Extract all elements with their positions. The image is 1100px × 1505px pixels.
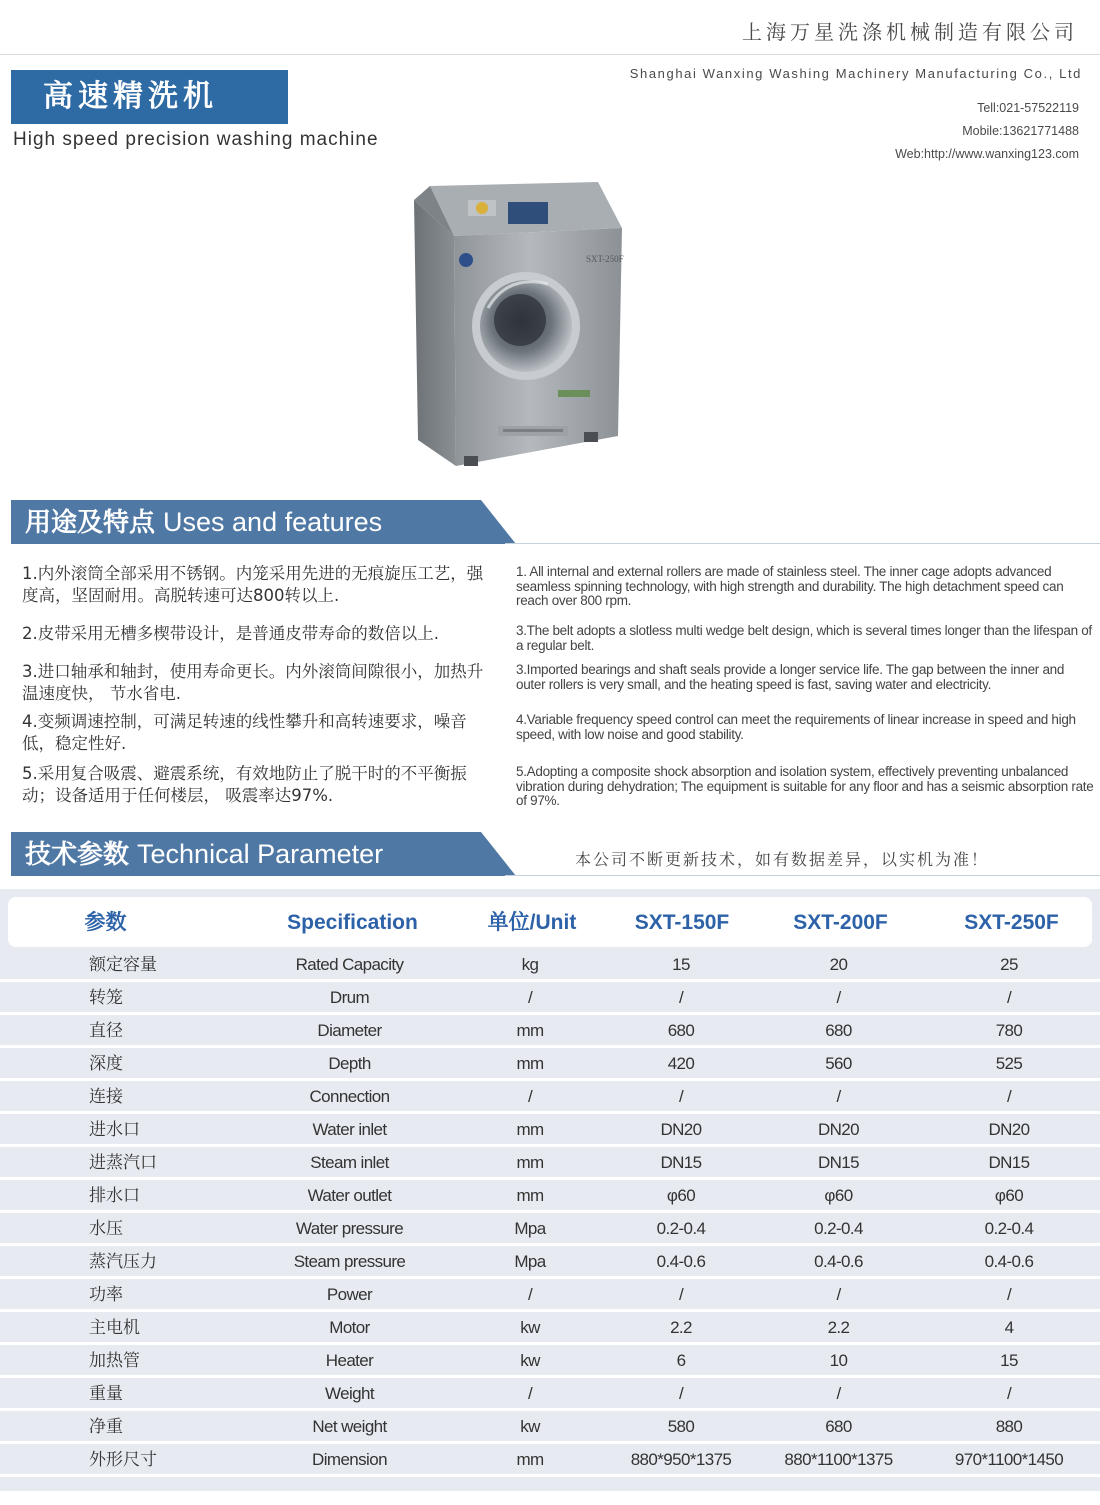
cell-sxt-150f: / (607, 1081, 755, 1111)
banner-title-cn: 技术参数 (25, 840, 130, 870)
cell-sxt-150f: 0.4-0.6 (607, 1246, 755, 1276)
cell-sxt-250f: / (922, 1378, 1096, 1408)
cell-specification: Motor (246, 1312, 453, 1342)
product-title-cn: 高速精洗机 (43, 79, 218, 114)
table-row (0, 1081, 1100, 1114)
cell-unit: / (457, 1279, 603, 1309)
table-row (0, 1147, 1100, 1180)
feature-4-cn: 4.变频调速控制，可满足转速的线性攀升和高转速要求，噪音低，稳定性好. (22, 712, 467, 753)
table-row (0, 1015, 1100, 1048)
washing-machine-image (408, 178, 630, 478)
cell-sxt-250f: φ60 (922, 1180, 1096, 1210)
cell-sxt-150f: 880*950*1375 (607, 1444, 755, 1474)
table-row (0, 982, 1100, 1015)
cell-unit: kg (457, 949, 603, 979)
header-param-cn: 参数 (84, 911, 127, 934)
cell-unit: kw (457, 1411, 603, 1441)
cell-sxt-200f: φ60 (759, 1180, 918, 1210)
product-title-en: High speed precision washing machine (13, 129, 379, 150)
cell-param-cn: 功率 (11, 1279, 242, 1309)
cell-sxt-200f: DN20 (759, 1114, 918, 1144)
cell-sxt-200f: 2.2 (759, 1312, 918, 1342)
cell-sxt-250f: / (922, 982, 1096, 1012)
cell-sxt-150f: 420 (607, 1048, 755, 1078)
uses-features-banner (0, 500, 1100, 544)
data-notice: 本公司不断更新技术，如有数据差异，以实机为准！ (575, 850, 990, 869)
cell-specification: Steam inlet (246, 1147, 453, 1177)
company-name-en: Shanghai Wanxing Washing Machinery Manufacturing Co., Ltd (629, 66, 1082, 81)
table-row (0, 1246, 1100, 1279)
product-title-box (11, 70, 288, 124)
cell-sxt-250f: 0.2-0.4 (922, 1213, 1096, 1243)
feature-3-cn: 3.进口轴承和轴封，使用寿命更长。内外滚筒间隙很小，加热升温速度快， 节水省电. (22, 662, 484, 703)
cell-specification: Heater (246, 1345, 453, 1375)
cell-sxt-250f: 780 (922, 1015, 1096, 1045)
table-header-row (8, 897, 1092, 947)
cell-specification: Net weight (246, 1411, 453, 1441)
cell-param-cn: 额定容量 (11, 949, 242, 979)
header-specification: Specification (287, 911, 418, 934)
cell-sxt-150f: 0.2-0.4 (607, 1213, 755, 1243)
cell-sxt-250f: 880 (922, 1411, 1096, 1441)
cell-sxt-200f: 560 (759, 1048, 918, 1078)
cell-sxt-200f: / (759, 982, 918, 1012)
banner-rule (505, 875, 1100, 876)
cell-param-cn: 外形尺寸 (11, 1444, 242, 1474)
cell-param-cn: 转笼 (11, 982, 242, 1012)
cell-sxt-150f: / (607, 1378, 755, 1408)
table-row (0, 1378, 1100, 1411)
cell-sxt-200f: / (759, 1279, 918, 1309)
header-unit: 单位/Unit (487, 911, 577, 934)
machine-model-label: SXT-250F (586, 254, 624, 264)
cell-sxt-250f: DN15 (922, 1147, 1096, 1177)
cell-sxt-150f: / (607, 982, 755, 1012)
cell-sxt-200f: 680 (759, 1015, 918, 1045)
cell-sxt-250f: 525 (922, 1048, 1096, 1078)
cell-param-cn: 深度 (11, 1048, 242, 1078)
feature-3-en: 3.Imported bearings and shaft seals provide a longer service life. The gap between the inner and outer rollers is very small, and the heating speed is fast, saving water and electricity. (516, 662, 1065, 692)
cell-sxt-200f: 20 (759, 949, 918, 979)
cell-param-cn: 排水口 (11, 1180, 242, 1210)
cell-sxt-200f: DN15 (759, 1147, 918, 1177)
table-row (0, 1180, 1100, 1213)
banner-text (25, 832, 383, 876)
banner-title-en: Technical Parameter (137, 839, 384, 869)
parameter-table (0, 889, 1100, 1491)
cell-sxt-250f: 4 (922, 1312, 1096, 1342)
cell-specification: Water pressure (246, 1213, 453, 1243)
cell-unit: mm (457, 1114, 603, 1144)
cell-sxt-200f: 0.2-0.4 (759, 1213, 918, 1243)
cell-specification: Drum (246, 982, 453, 1012)
cell-unit: kw (457, 1312, 603, 1342)
cell-param-cn: 进蒸汽口 (11, 1147, 242, 1177)
cell-sxt-200f: / (759, 1081, 918, 1111)
cell-param-cn: 净重 (11, 1411, 242, 1441)
cell-sxt-150f: / (607, 1279, 755, 1309)
cell-specification: Steam pressure (246, 1246, 453, 1276)
cell-sxt-250f: 25 (922, 949, 1096, 979)
table-row (0, 949, 1100, 982)
cell-sxt-250f: / (922, 1279, 1096, 1309)
table-row (0, 1114, 1100, 1147)
table-row (0, 1213, 1100, 1246)
banner-title-en: Uses and features (163, 507, 383, 537)
header-model-150f: SXT-150F (634, 911, 730, 934)
cell-sxt-150f: 580 (607, 1411, 755, 1441)
cell-unit: / (457, 1081, 603, 1111)
cell-unit: mm (457, 1015, 603, 1045)
cell-sxt-200f: 0.4-0.6 (759, 1246, 918, 1276)
cell-param-cn: 加热管 (11, 1345, 242, 1375)
cell-sxt-150f: 6 (607, 1345, 755, 1375)
feature-4-en: 4.Variable frequency speed control can meet the requirements of linear increase in speed and high speed, with low noise and good stability. (516, 712, 1076, 742)
cell-specification: Weight (246, 1378, 453, 1408)
row-separator (0, 1474, 1100, 1477)
cell-specification: Water inlet (246, 1114, 453, 1144)
company-name-cn: 上海万星洗涤机械制造有限公司 (742, 20, 1078, 44)
feature-5-cn: 5.采用复合吸震、避震系统，有效地防止了脱干时的不平衡振动；设备适用于任何楼层， 吸震率达97%. (22, 764, 467, 805)
cell-unit: kw (457, 1345, 603, 1375)
cell-unit: / (457, 982, 603, 1012)
cell-param-cn: 水压 (11, 1213, 242, 1243)
table-row (0, 1345, 1100, 1378)
cell-unit: mm (457, 1180, 603, 1210)
cell-specification: Depth (246, 1048, 453, 1078)
feature-1-en: 1. All internal and external rollers are made of stainless steel. The inner cage adopts advanced seamless spinning technology, with high strength and durability. The high detachment speed can reach over 800 rpm. (516, 564, 1064, 608)
feature-5-en: 5.Adopting a composite shock absorption and isolation system, effectively preventing unbalanced vibration during dehydration; The equipment is suitable for any floor and has a seismic absorption rate of 97%. (516, 764, 1094, 808)
cell-unit: Mpa (457, 1246, 603, 1276)
cell-param-cn: 蒸汽压力 (11, 1246, 242, 1276)
cell-param-cn: 主电机 (11, 1312, 242, 1342)
table-row (0, 1444, 1100, 1477)
contact-web[interactable]: Web:http://www.wanxing123.com (895, 147, 1079, 161)
cell-param-cn: 连接 (11, 1081, 242, 1111)
cell-sxt-150f: DN20 (607, 1114, 755, 1144)
table-row (0, 1048, 1100, 1081)
cell-sxt-200f: / (759, 1378, 918, 1408)
cell-sxt-150f: DN15 (607, 1147, 755, 1177)
cell-param-cn: 进水口 (11, 1114, 242, 1144)
cell-sxt-250f: 15 (922, 1345, 1096, 1375)
header-divider (0, 54, 1100, 55)
cell-sxt-150f: 15 (607, 949, 755, 979)
cell-param-cn: 直径 (11, 1015, 242, 1045)
table-row (0, 1411, 1100, 1444)
cell-sxt-200f: 880*1100*1375 (759, 1444, 918, 1474)
cell-specification: Dimension (246, 1444, 453, 1474)
cell-sxt-150f: 2.2 (607, 1312, 755, 1342)
cell-sxt-250f: / (922, 1081, 1096, 1111)
cell-specification: Diameter (246, 1015, 453, 1045)
cell-param-cn: 重量 (11, 1378, 242, 1408)
cell-sxt-250f: 0.4-0.6 (922, 1246, 1096, 1276)
feature-2-en: 3.The belt adopts a slotless multi wedge belt design, which is several times longer than the lifespan of a regular belt. (516, 623, 1092, 653)
banner-title-cn: 用途及特点 (25, 508, 156, 538)
header-model-200f: SXT-200F (793, 911, 888, 934)
feature-1-cn: 1.内外滚筒全部采用不锈钢。内笼采用先进的无痕旋压工艺，强度高，坚固耐用。高脱转速可达800转以上. (22, 564, 484, 605)
feature-2-cn: 2.皮带采用无槽多楔带设计，是普通皮带寿命的数倍以上. (22, 624, 439, 643)
cell-specification: Rated Capacity (246, 949, 453, 979)
contact-mobile: Mobile:13621771488 (962, 124, 1079, 138)
cell-unit: mm (457, 1147, 603, 1177)
cell-unit: / (457, 1378, 603, 1408)
cell-sxt-150f: φ60 (607, 1180, 755, 1210)
cell-sxt-250f: DN20 (922, 1114, 1096, 1144)
cell-specification: Water outlet (246, 1180, 453, 1210)
cell-specification: Connection (246, 1081, 453, 1111)
cell-unit: mm (457, 1048, 603, 1078)
cell-sxt-250f: 970*1100*1450 (922, 1444, 1096, 1474)
cell-unit: Mpa (457, 1213, 603, 1243)
cell-specification: Power (246, 1279, 453, 1309)
cell-sxt-200f: 10 (759, 1345, 918, 1375)
banner-text (25, 500, 382, 544)
cell-sxt-150f: 680 (607, 1015, 755, 1045)
contact-tel: Tell:021-57522119 (977, 101, 1079, 115)
cell-unit: mm (457, 1444, 603, 1474)
table-row (0, 1312, 1100, 1345)
cell-sxt-200f: 680 (759, 1411, 918, 1441)
table-row (0, 1279, 1100, 1312)
banner-rule (505, 543, 1100, 544)
header-model-250f: SXT-250F (964, 911, 1059, 934)
